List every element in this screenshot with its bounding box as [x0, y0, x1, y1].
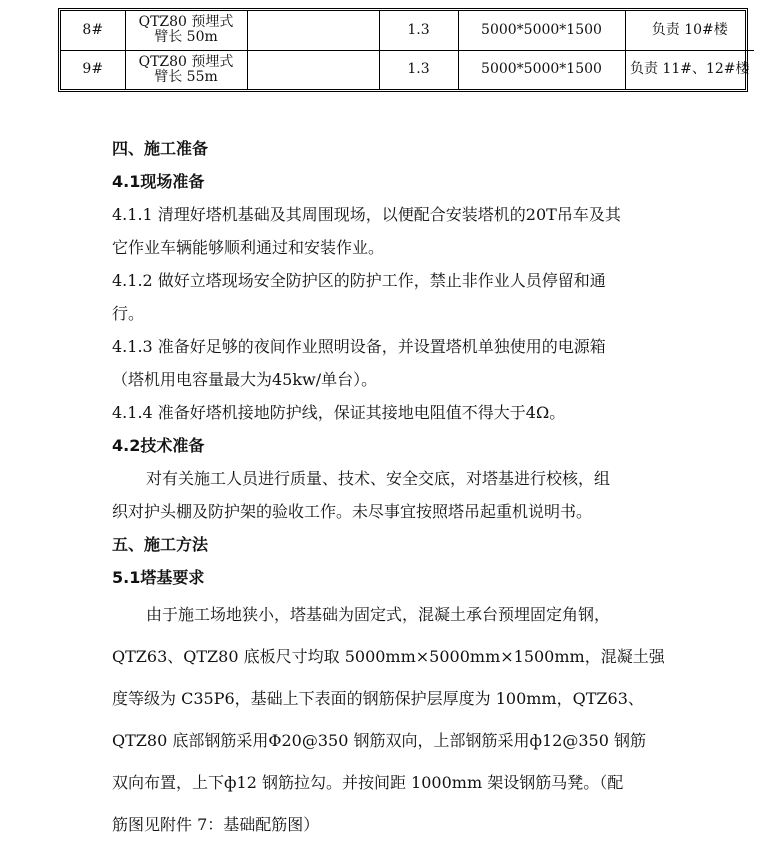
subsection-heading-4-1: 4.1现场准备 — [112, 172, 205, 191]
document-body — [112, 132, 692, 846]
crane-number: 8# — [61, 11, 125, 50]
paragraph-5-1-line1: 由于施工场地狭小，塔基础为固定式，混凝土承台预埋固定角钢， — [146, 605, 611, 624]
crane-model-line1: QTZ80 预埋式 — [138, 14, 234, 31]
crane-model-line2: 臂长 50m — [154, 29, 218, 46]
foundation-size-cell: 5000*5000*1500 — [458, 50, 625, 89]
paragraph-4-2-line1: 对有关施工人员进行质量、技术、安全交底，对塔基进行校核，组 — [146, 469, 611, 488]
paragraph-4-1-4: 4.1.4 准备好塔机接地防护线，保证其接地电阻值不得大于4Ω。 — [112, 403, 566, 422]
paragraph-5-1-line5: 双向布置，上下ф12 钢筋拉勾。并按间距 1000mm 架设钢筋马凳。（配 — [112, 773, 624, 792]
paragraph-5-1-line2: QTZ63、QTZ80 底板尺寸均取 5000mm×5000mm×1500mm，混凝土强 — [112, 647, 665, 666]
tower-crane-table — [58, 8, 748, 92]
paragraph-4-1-1-line2: 它作业车辆能够顺利通过和安装作业。 — [112, 238, 385, 257]
paragraph-4-1-2-line1: 4.1.2 做好立塔现场安全防护区的防护工作，禁止非作业人员停留和通 — [112, 271, 606, 290]
blank-cell — [247, 50, 379, 89]
paragraph-4-1-1-line1: 4.1.1 清理好塔机基础及其周围现场，以便配合安装塔机的20T吊车及其 — [112, 205, 621, 224]
foundation-size-cell: 5000*5000*1500 — [458, 11, 625, 50]
section-heading-5: 五、施工方法 — [112, 535, 209, 554]
crane-model — [125, 50, 247, 89]
table-row — [61, 50, 754, 89]
blank-cell — [247, 11, 379, 50]
paragraph-4-1-3-line1: 4.1.3 准备好足够的夜间作业照明设备，并设置塔机单独使用的电源箱 — [112, 337, 606, 356]
crane-model — [125, 11, 247, 50]
paragraph-5-1-line4: QTZ80 底部钢筋采用Φ20@350 钢筋双向，上部钢筋采用ф12@350 钢筋 — [112, 731, 646, 750]
paragraph-4-1-2-line2: 行。 — [112, 304, 145, 323]
crane-number: 9# — [61, 50, 125, 89]
paragraph-4-2-line2: 织对护头棚及防护架的验收工作。未尽事宜按照塔吊起重机说明书。 — [112, 502, 593, 521]
subsection-heading-4-2: 4.2技术准备 — [112, 436, 205, 455]
crane-model-line1: QTZ80 预埋式 — [138, 53, 234, 70]
responsibility-cell: 负责 10#楼 — [625, 11, 754, 50]
ratio-cell: 1.3 — [379, 11, 458, 50]
ratio-cell: 1.3 — [379, 50, 458, 89]
crane-model-line2: 臂长 55m — [154, 68, 218, 85]
paragraph-5-1-line3: 度等级为 C35P6，基础上下表面的钢筋保护层厚度为 100mm，QTZ63、 — [112, 689, 644, 708]
section-heading-4: 四、施工准备 — [112, 139, 209, 158]
paragraph-5-1-line6: 筋图见附件 7：基础配筋图） — [112, 815, 320, 834]
paragraph-4-1-3-line2: （塔机用电容量最大为45kw/单台）。 — [112, 370, 378, 389]
responsibility-cell: 负责 11#、12#楼 — [625, 50, 754, 89]
subsection-heading-5-1: 5.1塔基要求 — [112, 568, 205, 587]
table-row — [61, 11, 754, 50]
